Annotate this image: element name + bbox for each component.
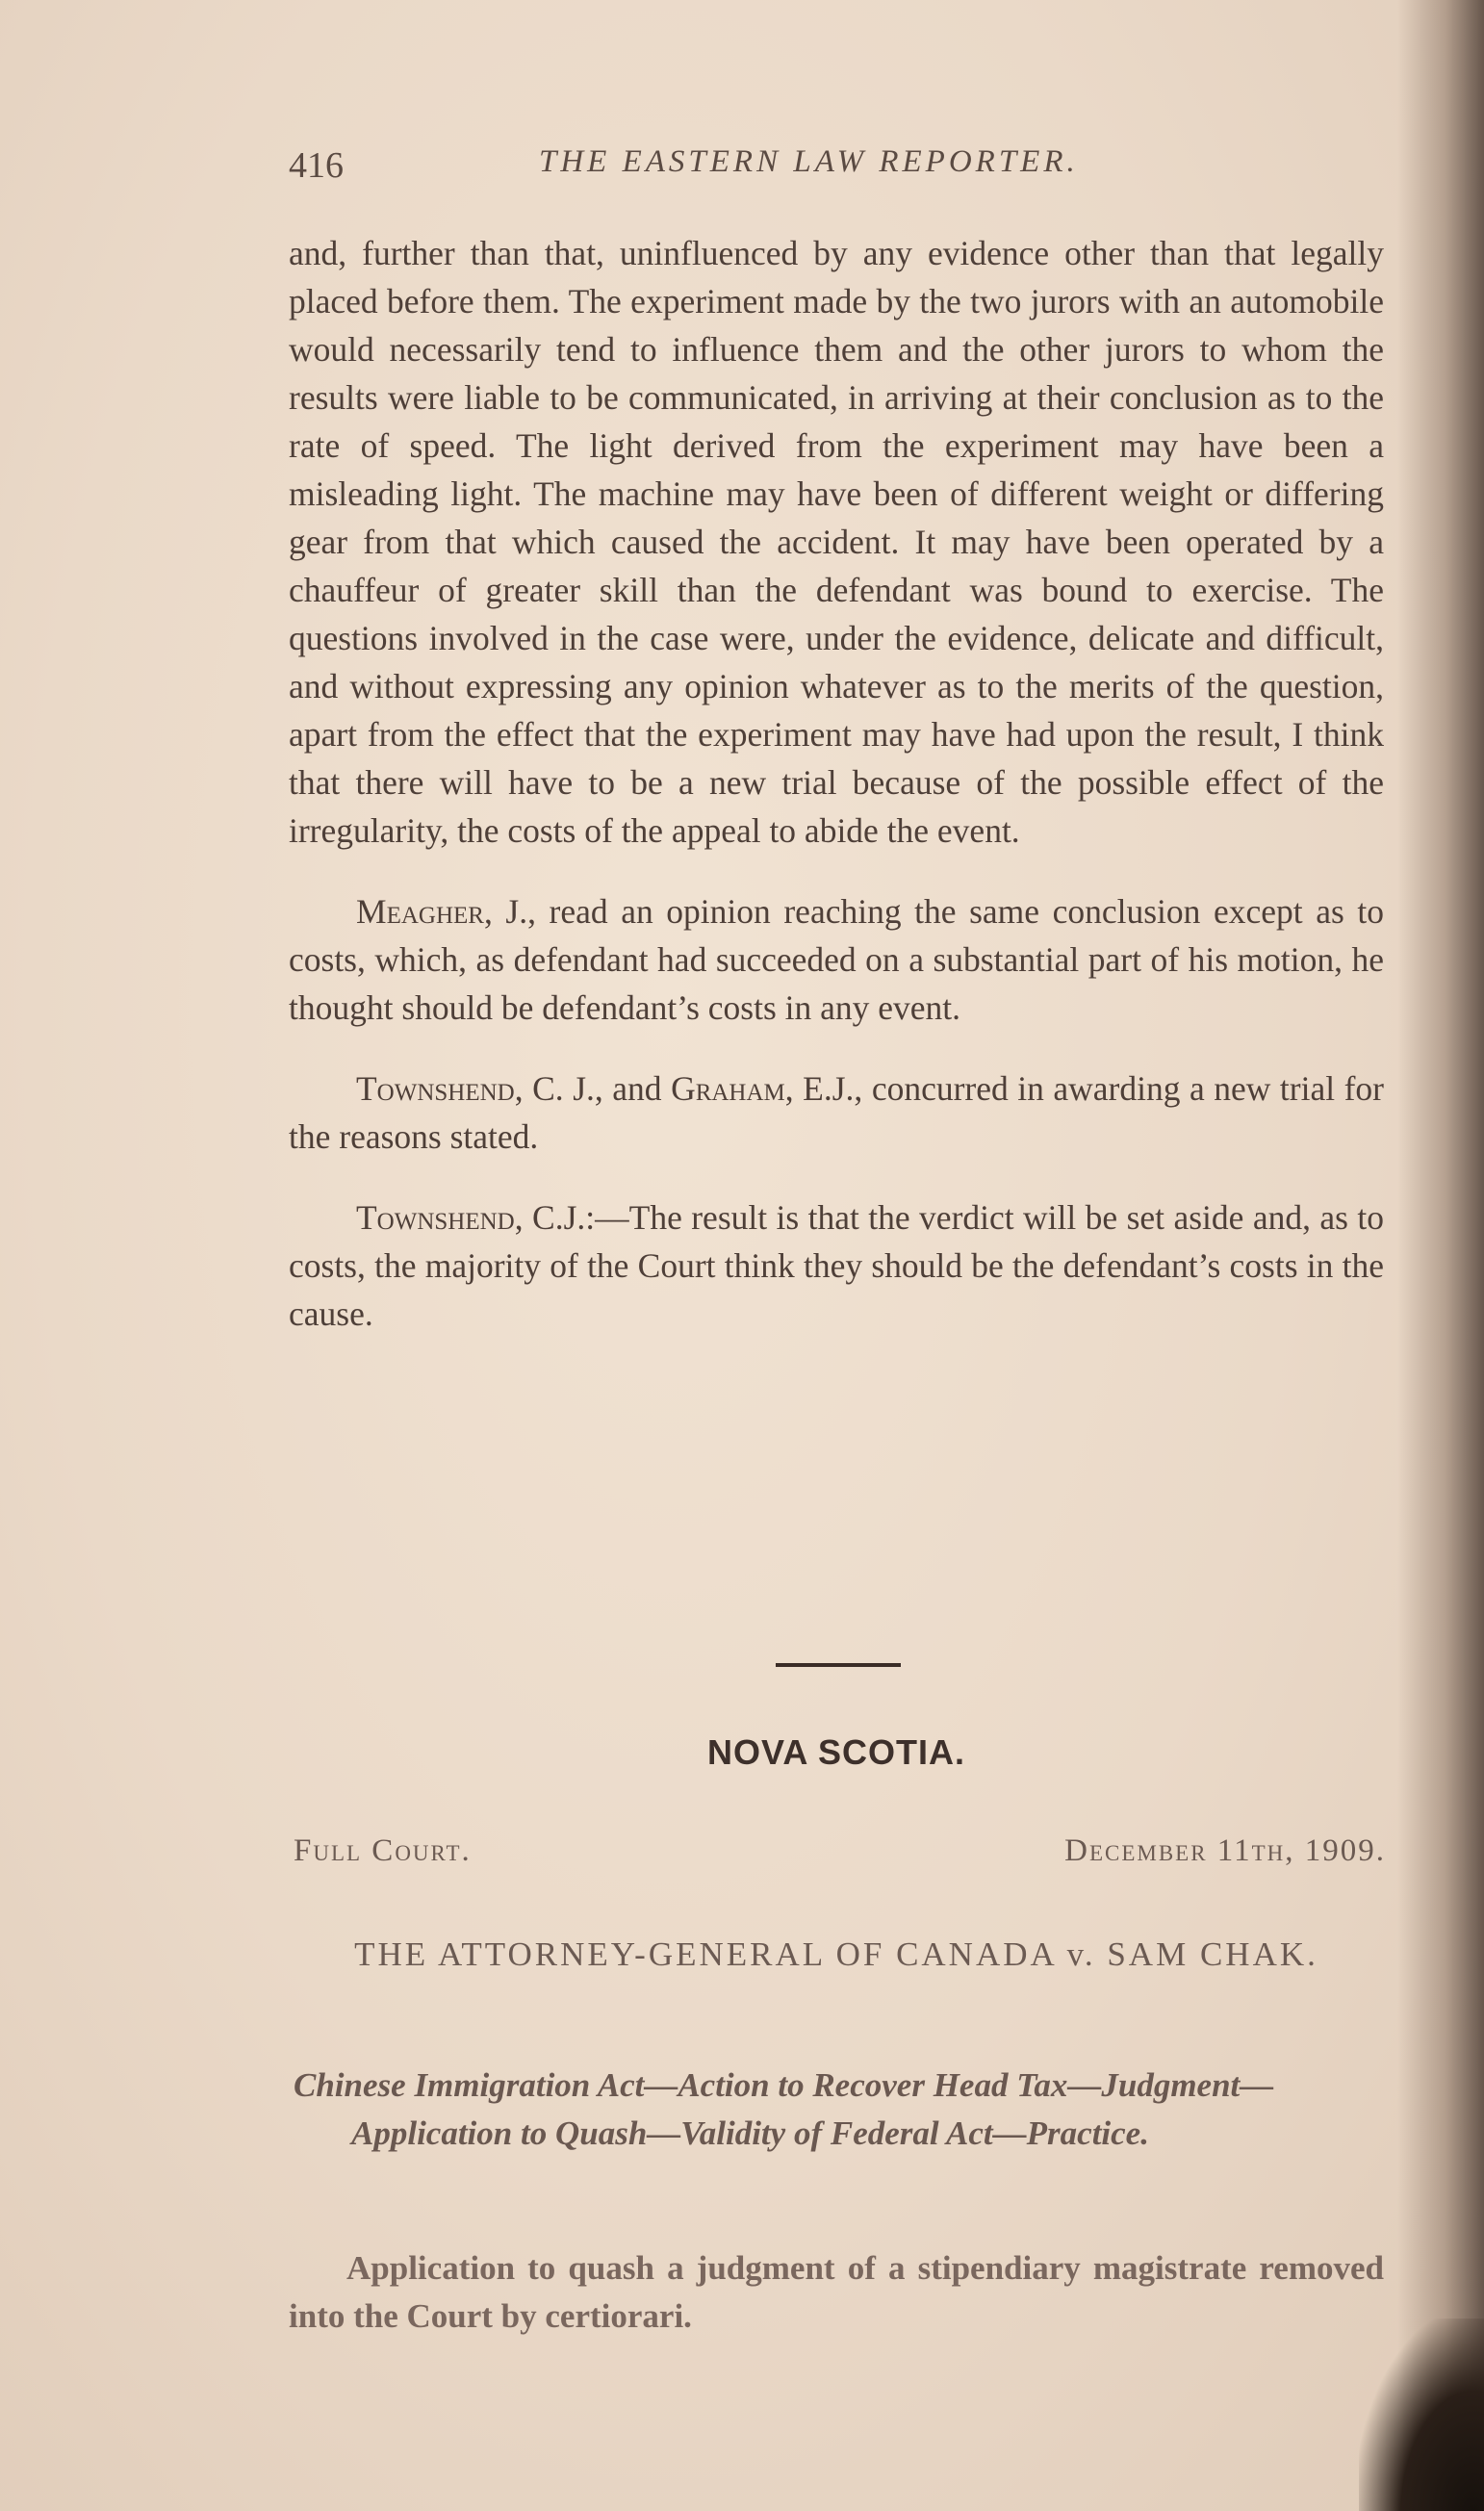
judgment-body <box>289 229 1384 1338</box>
decision-date: December 11th, 1909. <box>1064 1833 1386 1868</box>
paragraph-concurrence <box>289 1064 1384 1161</box>
paragraph-result <box>289 1193 1384 1338</box>
page-header <box>289 144 1386 202</box>
paragraph-experiment: and, further than that, uninfluenced by any evidence other than that legally placed before them. The experiment made by the two jurors with an automobile would necessarily tend to influence them and the other jurors to whom the results were liable to be communicated, in arriving at their conclusion as to the rate of speed. The light derived from the experiment may have been a misleading light. The machine may have been of different weight or differing gear from that which caused the accident. It may have been operated by a chauffeur of greater skill than the defendant was bound to exercise. The questions involved in the case were, under the evidence, delicate and difficult, and without expressing any opinion whatever as to the merits of the question, apart from the effect that the experiment may have had upon the result, I think that there will have to be a new trial because of the possible effect of the irregularity, the costs of the appeal to abide the event. <box>289 234 1384 850</box>
judge-name-townshend: Townshend, C. J., <box>356 1069 603 1108</box>
conjunction: and <box>602 1069 672 1108</box>
case-intro: Application to quash a judgment of a stipendiary magistrate removed into the Court by certiorari. <box>289 2249 1384 2335</box>
paragraph-concurrence-text: concurred in awarding a new trial for the reasons stated. <box>289 1069 1384 1156</box>
court-line <box>294 1833 1386 1882</box>
paragraph-meagher-text: read an opinion reaching the same conclusion except as to costs, which, as defendant had succeeded on a substantial part of his motion, he thought should be defendant’s costs in any event. <box>289 892 1384 1027</box>
judge-name-townshend-result: Townshend, C.J. <box>356 1198 586 1237</box>
judge-name-graham: Graham, E.J., <box>671 1069 863 1108</box>
page-edge-shadow <box>1397 0 1484 2511</box>
page-corner-shadow <box>1359 2319 1484 2511</box>
paragraph-result-text: :—The result is that the verdict will be set aside and, as to costs, the majority of the Court think they should be the defendant’s costs in the cause. <box>289 1198 1384 1333</box>
section-title: NOVA SCOTIA. <box>706 1732 965 1772</box>
page-number: 416 <box>289 145 344 186</box>
court-name: Full Court. <box>294 1833 472 1868</box>
running-title: THE EASTERN LAW REPORTER. <box>539 144 1079 179</box>
headnote: Chinese Immigration Act—Action to Recover Head Tax—Judgment—Application to Quash—Validity of Federal Act—Practice. <box>294 2066 1274 2152</box>
judge-name-meagher: Meagher, J., <box>356 892 536 931</box>
section-divider <box>776 1663 901 1667</box>
paragraph-meagher <box>289 887 1384 1032</box>
case-title: THE ATTORNEY-GENERAL OF CANADA v. SAM CHAK. <box>354 1935 1318 1973</box>
